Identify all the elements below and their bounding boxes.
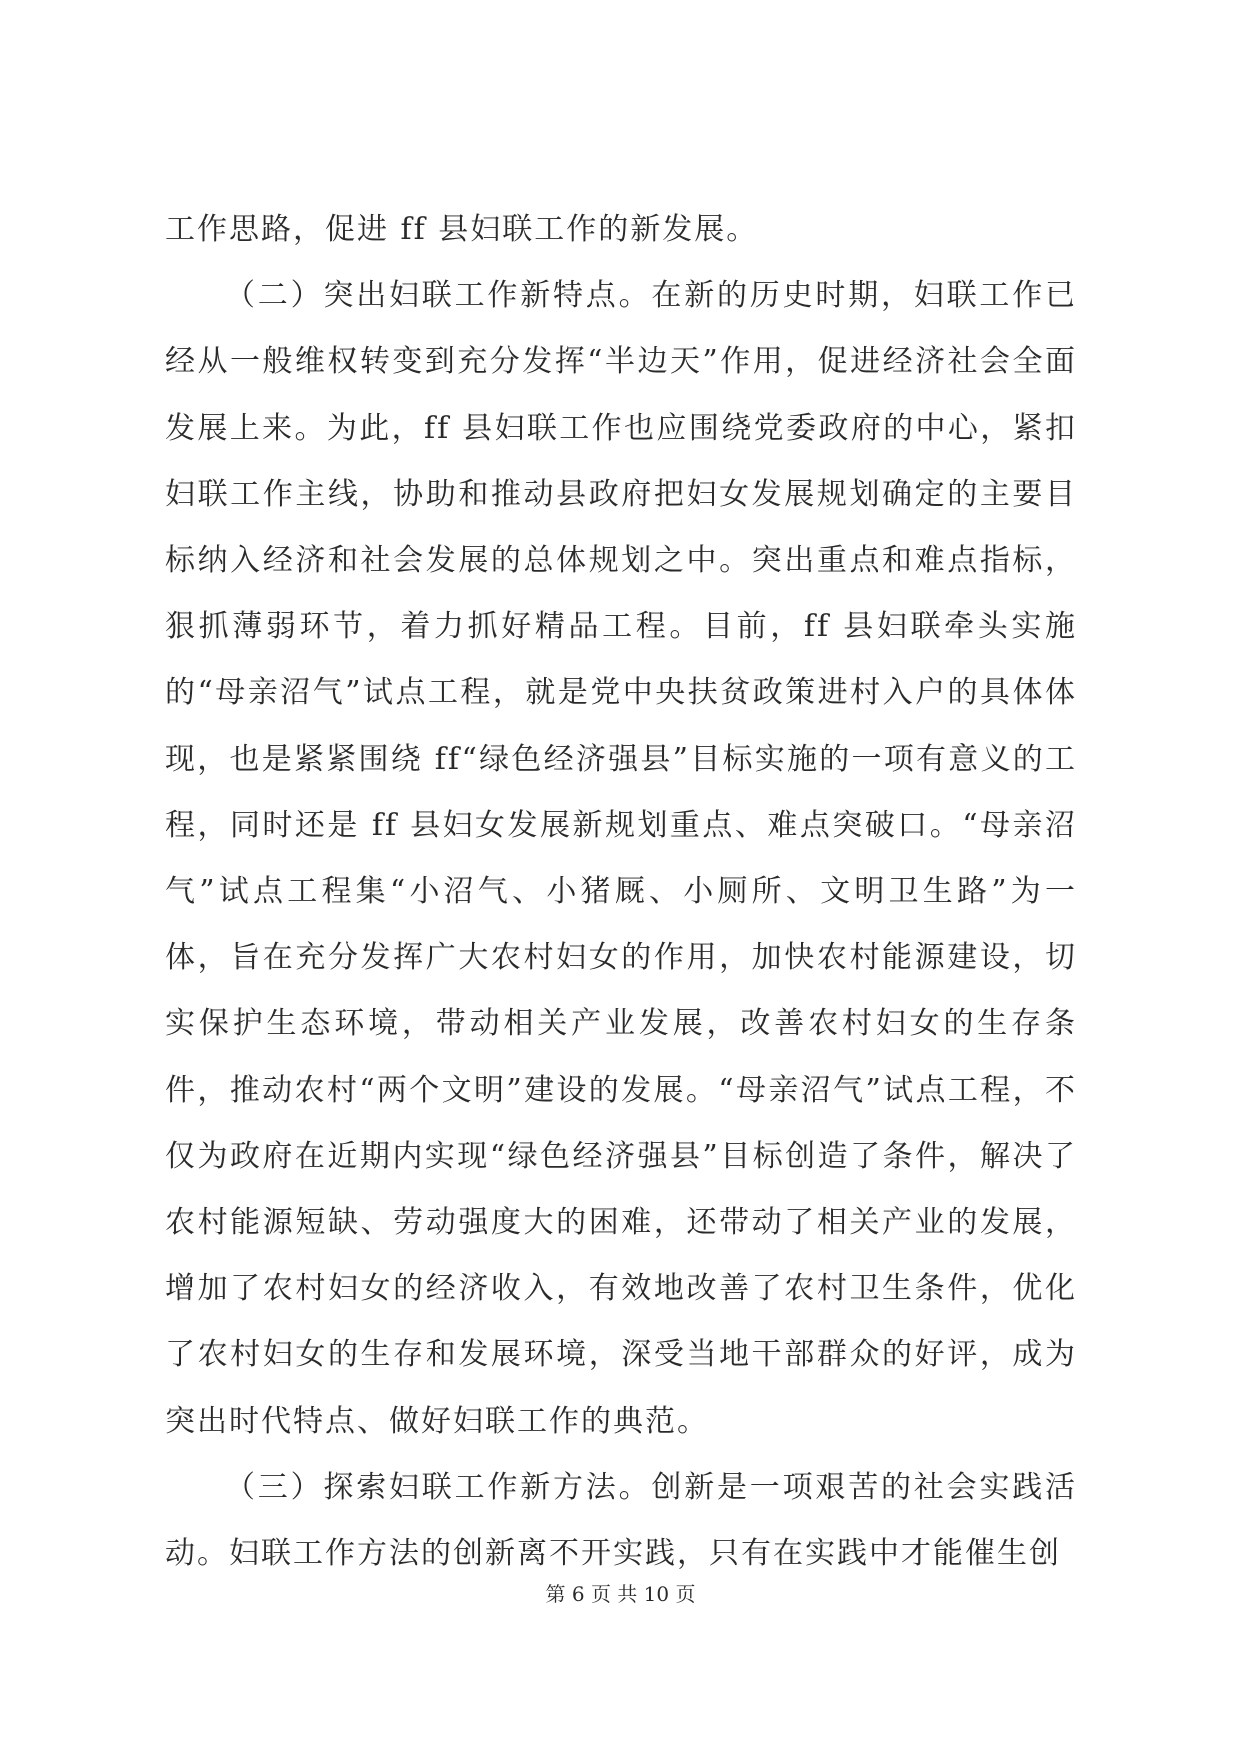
paragraph-continuation: 工作思路，促进 ff 县妇联工作的新发展。	[165, 212, 759, 247]
page-number-footer: 第 6 页 共 10 页	[545, 1582, 696, 1606]
paragraph-section-2: （二）突出妇联工作新特点。在新的历史时期，妇联工作已经从一般维权转变到充分发挥“半边天”作用，促进经济社会全面发展上来。为此，ff 县妇联工作也应围绕党委政府的中心，紧扣妇联工作主线，协助和推动县政府把妇女发展规划确定的主要目标纳入经济和社会发展的总体规划之中。突出重点和难点指标，狠抓薄弱环节，着力抓好精品工程。目前，ff 县妇联牵头实施的“母亲沼气”试点工程，就是党中央扶贫政策进村入户的具体体现，也是紧紧围绕 ff“绿色经济强县”目标实施的一项有意义的工程，同时还是 ff 县妇女发展新规划重点、难点突破口。“母亲沼气”试点工程集“小沼气、小猪厩、小厕所、文明卫生路”为一体，旨在充分发挥广大农村妇女的作用，加快农村能源建设，切实保护生态环境，带动相关产业发展，改善农村妇女的生存条件，推动农村“两个文明”建设的发展。“母亲沼气”试点工程，不仅为政府在近期内实现“绿色经济强县”目标创造了条件，解决了农村能源短缺、劳动强度大的困难，还带动了相关产业的发展，增加了农村妇女的经济收入，有效地改善了农村卫生条件，优化了农村妇女的生存和发展环境，深受当地干部群众的好评，成为突出时代特点、做好妇联工作的典范。	[165, 278, 1077, 1439]
body-text	[165, 197, 1077, 1587]
paragraph-section-3: （三）探索妇联工作新方法。创新是一项艰苦的社会实践活动。妇联工作方法的创新离不开实践，只有在实践中才能催生创	[165, 1469, 1077, 1572]
